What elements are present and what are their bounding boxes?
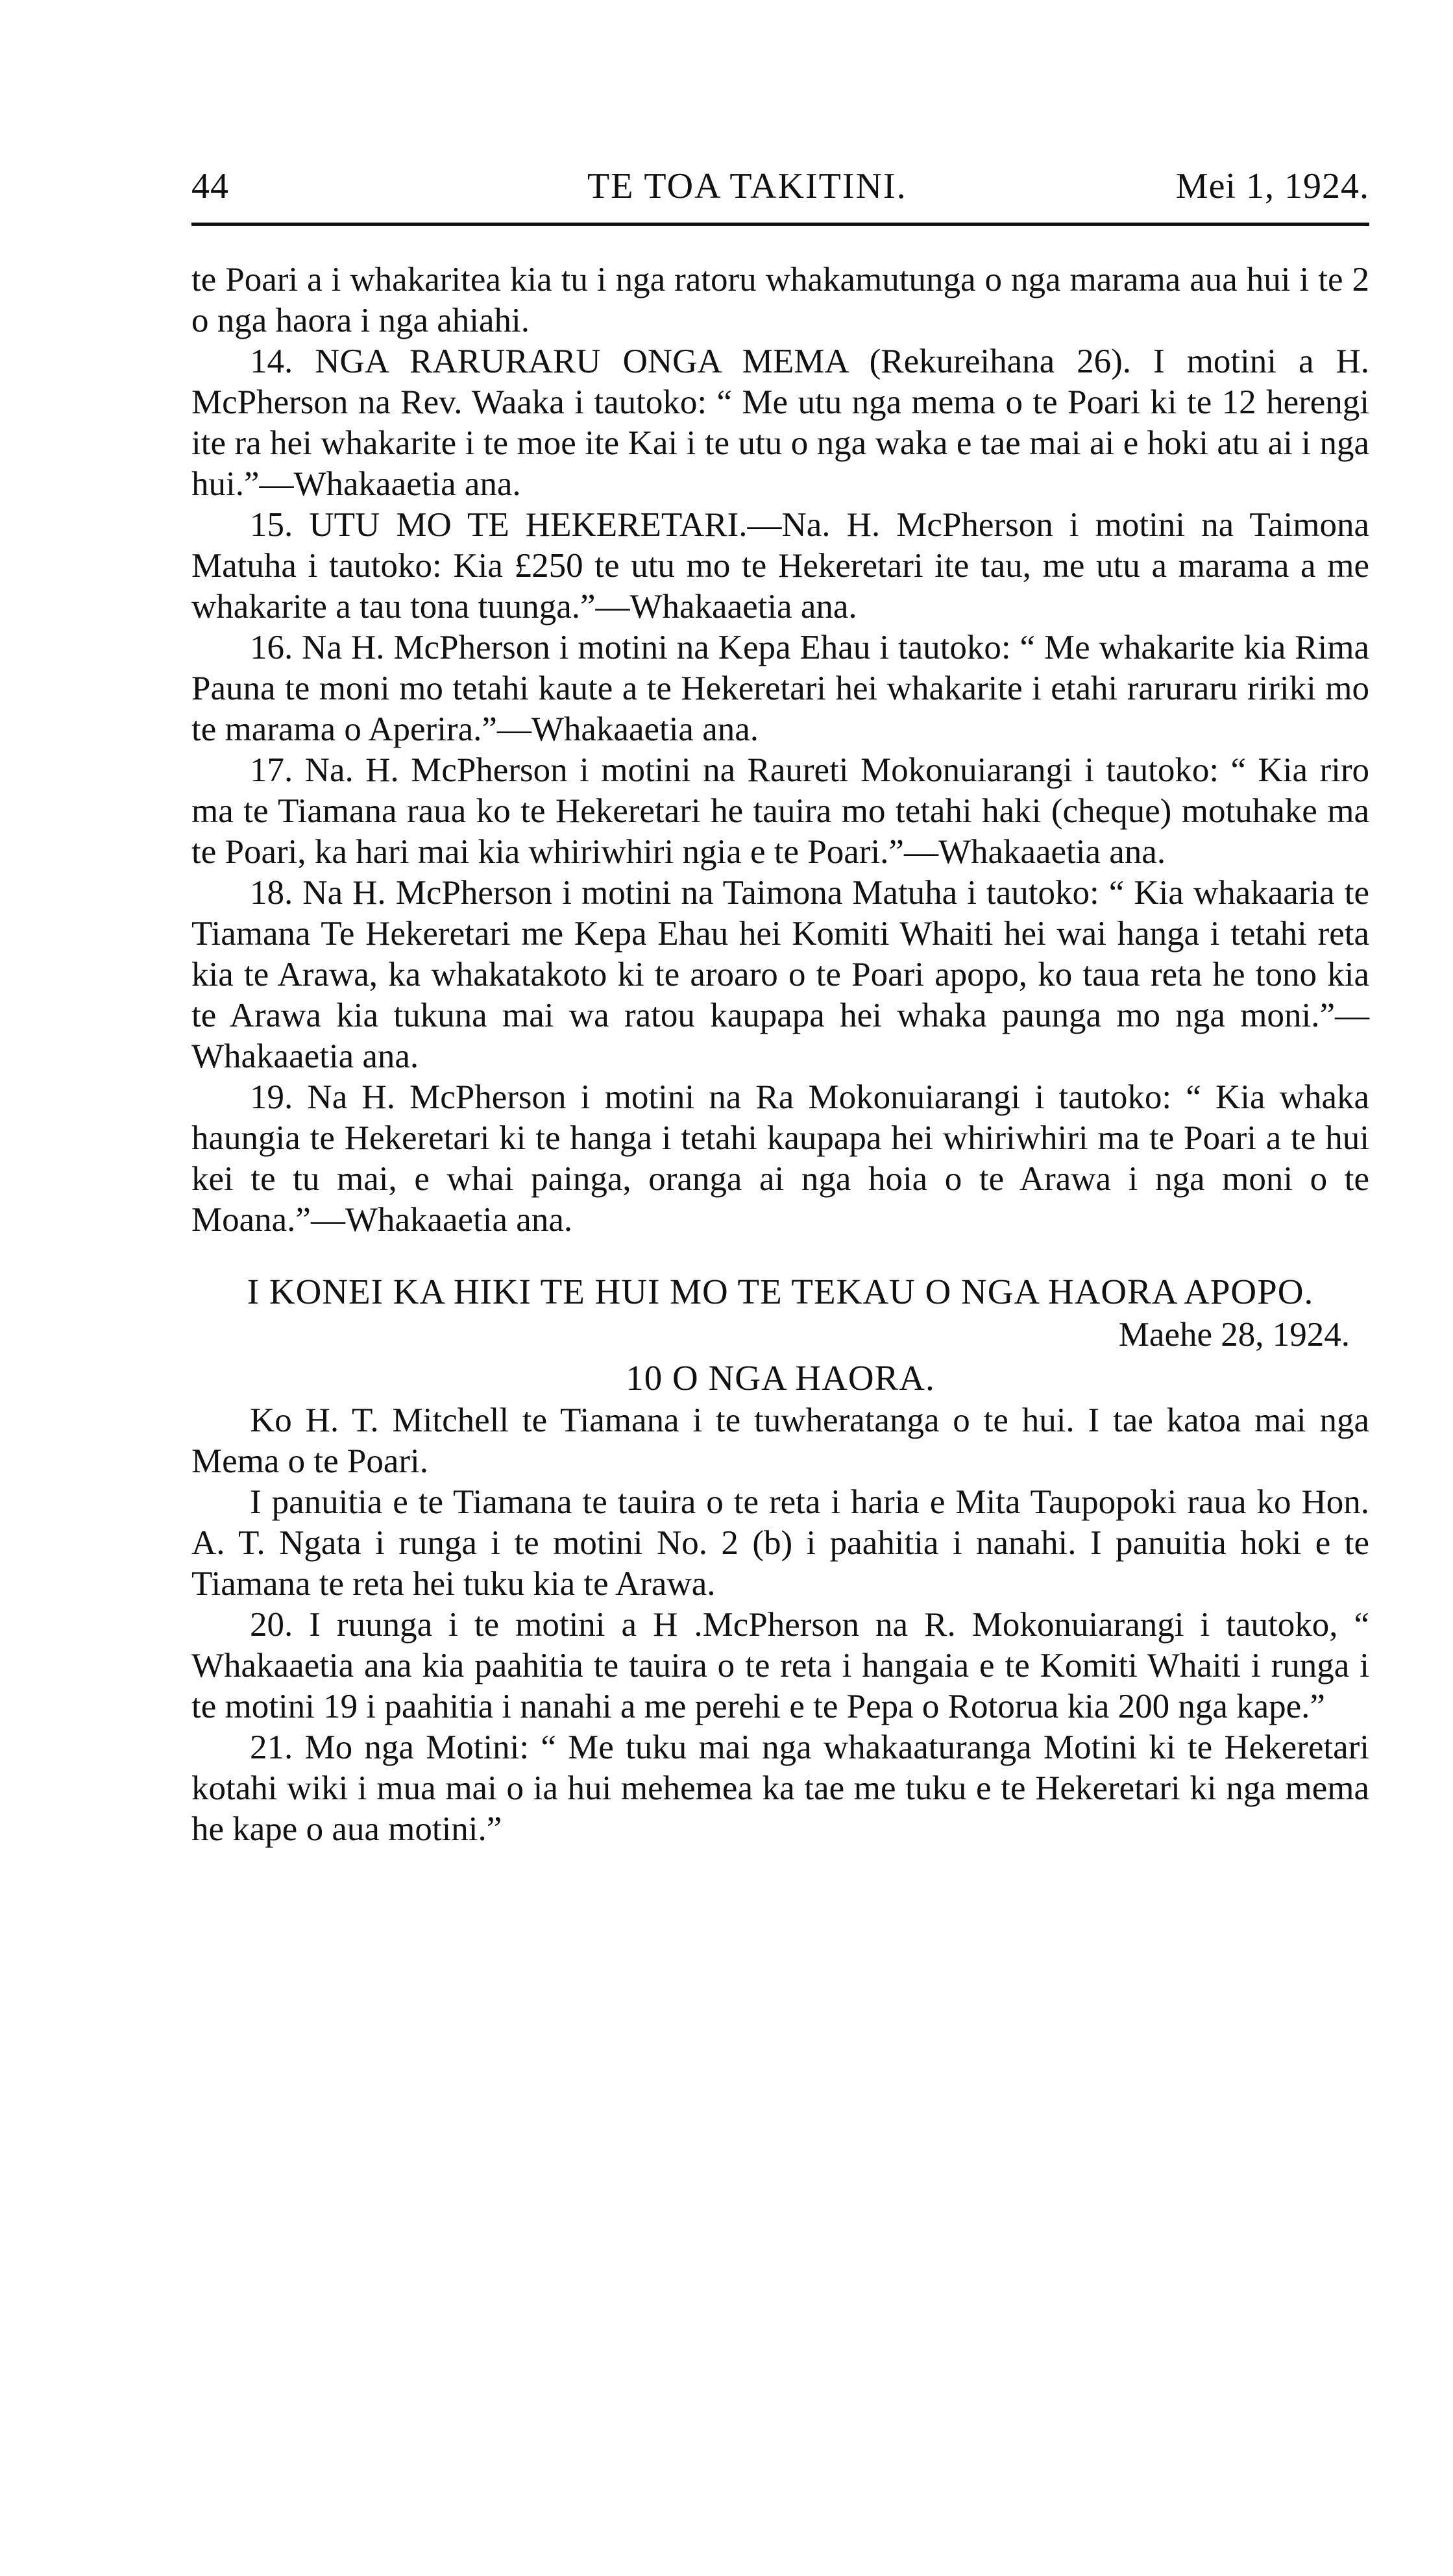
publication-title: TE TOA TAKITINI. xyxy=(587,166,907,206)
paragraph-motion-14: 14. NGA RARURARU ONGA MEMA (Rekureihana 26). I motini a H. McPherson na Rev. Waaka i tautoko: “ Me utu nga mema o te Poari ki te 12 herengi ite ra hei whakarite i te moe ite Kai i te utu o nga waka e tae mai ai e hoki atu ai i nga hui.”—Whakaaetia ana. xyxy=(191,343,1369,503)
paragraph-motion-17: 17. Na. H. McPherson i motini na Raureti Mokonuiarangi i tautoko: “ Kia riro ma te Tiamana raua ko te Hekeretari he tauira mo tetahi haki (cheque) motuhake ma te Poari, ka hari mai kia whiriwhiri ngia e te Poari.”—Whakaaetia ana. xyxy=(191,751,1369,871)
paragraph-letter-reading: I panuitia e te Tiamana te tauira o te reta i haria e Mita Taupopoki raua ko Hon. A. T. Ngata i runga i te motini No. 2 (b) i paahitia i nanahi. I panuitia hoki e te Tiamana te reta hei tuku kia te Arawa. xyxy=(191,1483,1369,1603)
paragraph-motion-19: 19. Na H. McPherson i motini na Ra Mokonuiarangi i tautoko: “ Kia whaka haungia te Hekeretari ki te hanga i tetahi kaupapa hei whiriwhiri ma te Poari a te hui kei te tu mai, e whai painga, oranga ai nga hoia o te Arawa i nga moni o te Moana.”—Whakaaetia ana. xyxy=(191,1078,1369,1239)
header-rule xyxy=(191,223,1369,226)
paragraph-continuation: te Poari a i whakaritea kia tu i nga ratoru whakamutunga o nga marama aua hui i te 2 o nga haora i nga ahiahi. xyxy=(191,261,1369,339)
page-number: 44 xyxy=(191,166,229,206)
minutes-part-2 xyxy=(191,1400,1369,1850)
section-subheading: 10 O NGA HAORA. xyxy=(626,1358,935,1398)
minutes-part-1 xyxy=(191,260,1369,1241)
paragraph-opening: Ko H. T. Mitchell te Tiamana i te tuwheratanga o te hui. I tae katoa mai nga Mema o te Poari. xyxy=(191,1402,1369,1480)
issue-date: Mei 1, 1924. xyxy=(1175,166,1369,206)
paragraph-motion-20: 20. I ruunga i te motini a H .McPherson na R. Mokonuiarangi i tautoko, “ Whakaaetia ana kia paahitia te tauira o te reta i hangaia e te Komiti Whaiti i runga i te motini 19 i paahitia i nanahi a me perehi e te Pepa o Rotorua kia 200 nga kape.” xyxy=(191,1606,1369,1725)
document-page xyxy=(191,165,1369,1850)
paragraph-motion-15: 15. UTU MO TE HEKERETARI.—Na. H. McPherson i motini na Taimona Matuha i tautoko: Kia £250 te utu mo te Hekeretari ite tau, me utu a marama a me whakarite a tau tona tuunga.”—Whakaaetia ana. xyxy=(191,506,1369,626)
section-date: Maehe 28, 1924. xyxy=(1118,1316,1350,1354)
paragraph-motion-18: 18. Na H. McPherson i motini na Taimona Matuha i tautoko: “ Kia whakaaria te Tiamana Te Hekeretari me Kepa Ehau hei Komiti Whaiti hei wai hanga i tetahi reta kia te Arawa, ka whakatakoto ki te aroaro o te Poari apopo, ko taua reta he tono kia te Arawa kia tukuna mai wa ratou kaupapa hei whaka paunga mo nga moni.”—Whakaaetia ana. xyxy=(191,874,1369,1075)
paragraph-motion-21: 21. Mo nga Motini: “ Me tuku mai nga whakaaturanga Motini ki te Hekeretari kotahi wiki i mua mai o ia hui mehemea ka tae me tuku e te Hekeretari ki nga mema he kape o aua motini.” xyxy=(191,1729,1369,1848)
running-header xyxy=(191,165,1369,217)
paragraph-motion-16: 16. Na H. McPherson i motini na Kepa Ehau i tautoko: “ Me whakarite kia Rima Pauna te moni mo tetahi kaute a te Hekeretari hei whakarite i etahi raruraru ririki mo te marama o Aperira.”—Whakaaetia ana. xyxy=(191,629,1369,748)
section-heading: I KONEI KA HIKI TE HUI MO TE TEKAU O NGA HAORA APOPO. xyxy=(247,1272,1314,1311)
